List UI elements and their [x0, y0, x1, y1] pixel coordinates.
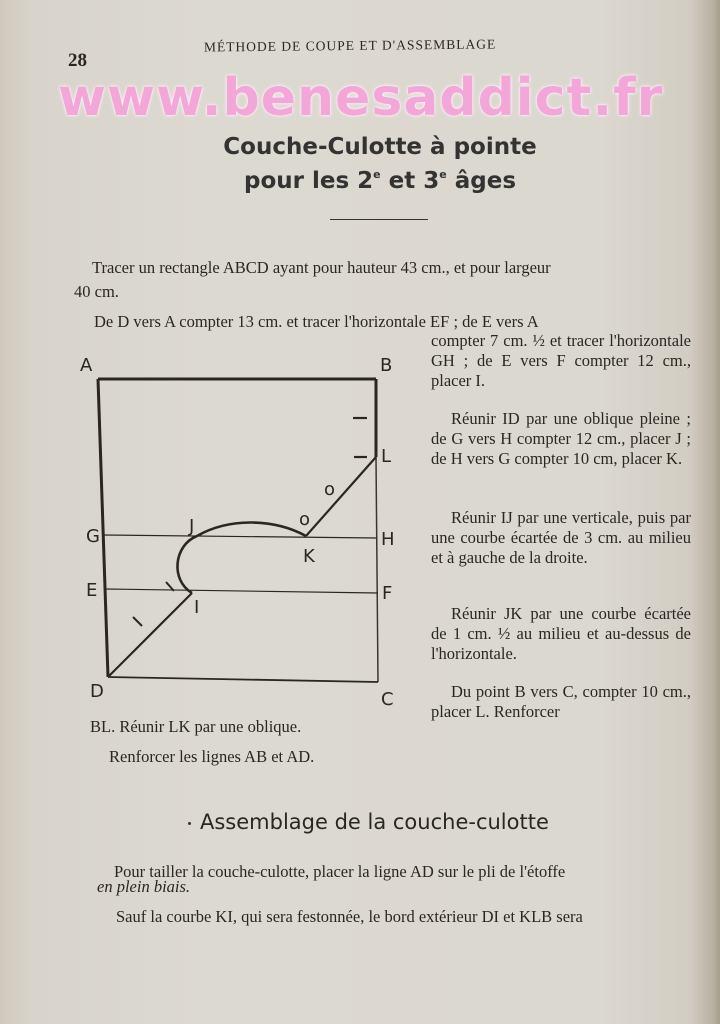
paragraph-text: Réunir IJ par une verticale, puis par une courbe écartée de 3 cm. au milieu et à gauche de la droite. — [431, 508, 691, 567]
right-column-paragraph — [431, 682, 691, 722]
paragraph-line: 40 cm. — [74, 282, 119, 301]
title-text: et 3 — [380, 168, 440, 194]
line-kl — [306, 457, 376, 536]
label-b: B — [380, 355, 393, 376]
pattern-diagram — [70, 345, 430, 710]
superscript: e — [373, 168, 381, 181]
line-lc — [376, 457, 378, 682]
curve-ij — [177, 536, 197, 593]
paragraph-line: Renforcer les lignes AB et AD. — [109, 747, 315, 766]
tick-mark — [133, 617, 142, 626]
decorative-dot — [188, 822, 191, 825]
label-j: J — [189, 516, 195, 537]
right-column-paragraph: compter 7 cm. ½ et tracer l'horizontale GH ; de E vers F compter 12 cm., placer I. — [431, 331, 691, 390]
circle-mark: o — [324, 479, 336, 500]
line-di — [108, 593, 192, 677]
page-title-line-2 — [160, 168, 600, 194]
line-gh — [103, 535, 377, 538]
title-rule — [330, 219, 428, 220]
label-e: E — [86, 580, 98, 601]
label-k: K — [303, 546, 315, 567]
label-a: A — [80, 355, 93, 376]
paragraph-text: Réunir ID par une oblique pleine ; de G vers H compter 12 cm., placer J ; de H vers G compter 10 cm, placer K. — [431, 409, 691, 468]
watermark: www.benesaddict.fr — [58, 68, 664, 128]
paragraph-line: BL. Réunir LK par une oblique. — [90, 717, 302, 736]
label-h: H — [381, 529, 395, 550]
line-ef — [105, 589, 378, 593]
title-text: pour les 2 — [243, 168, 374, 194]
circle-mark: o — [299, 509, 311, 530]
paragraph-line: Pour tailler la couche-culotte, placer la ligne AD sur le pli de l'étoffe — [114, 862, 566, 881]
label-f: F — [382, 583, 393, 604]
label-l: L — [381, 446, 392, 467]
title-text: âges — [446, 168, 517, 194]
label-c: C — [381, 689, 394, 710]
section-heading: Assemblage de la couche-culotte — [200, 810, 549, 834]
paragraph-line: Sauf la courbe KI, qui sera festonnée, le bord extérieur DI et KLB sera — [116, 907, 583, 926]
superscript: e — [439, 168, 447, 181]
paragraph-text: Réunir JK par une courbe écartée de 1 cm. ½ au milieu et au-dessus de l'horizontale. — [431, 604, 691, 663]
label-d: D — [90, 681, 104, 702]
running-title: MÉTHODE DE COUPE ET D'ASSEMBLAGE — [203, 36, 497, 55]
right-column-paragraph — [431, 409, 691, 469]
line-dc — [108, 677, 378, 682]
label-i: I — [194, 597, 200, 618]
right-column-paragraph — [431, 508, 691, 568]
paragraph-text: Du point B vers C, compter 10 cm., placer L. Renforcer — [431, 682, 691, 721]
page-number: 28 — [68, 50, 87, 71]
label-g: G — [86, 526, 100, 547]
paragraph-line-italic: en plein biais. — [97, 877, 191, 896]
curve-jk — [197, 522, 306, 536]
page-title-line-1: Couche-Culotte à pointe — [223, 134, 537, 160]
paragraph-line: Tracer un rectangle ABCD ayant pour hauteur 43 cm., et pour largeur — [92, 258, 551, 277]
right-column-paragraph — [431, 604, 691, 664]
paragraph-line: De D vers A compter 13 cm. et tracer l'horizontale EF ; de E vers A — [94, 312, 539, 331]
